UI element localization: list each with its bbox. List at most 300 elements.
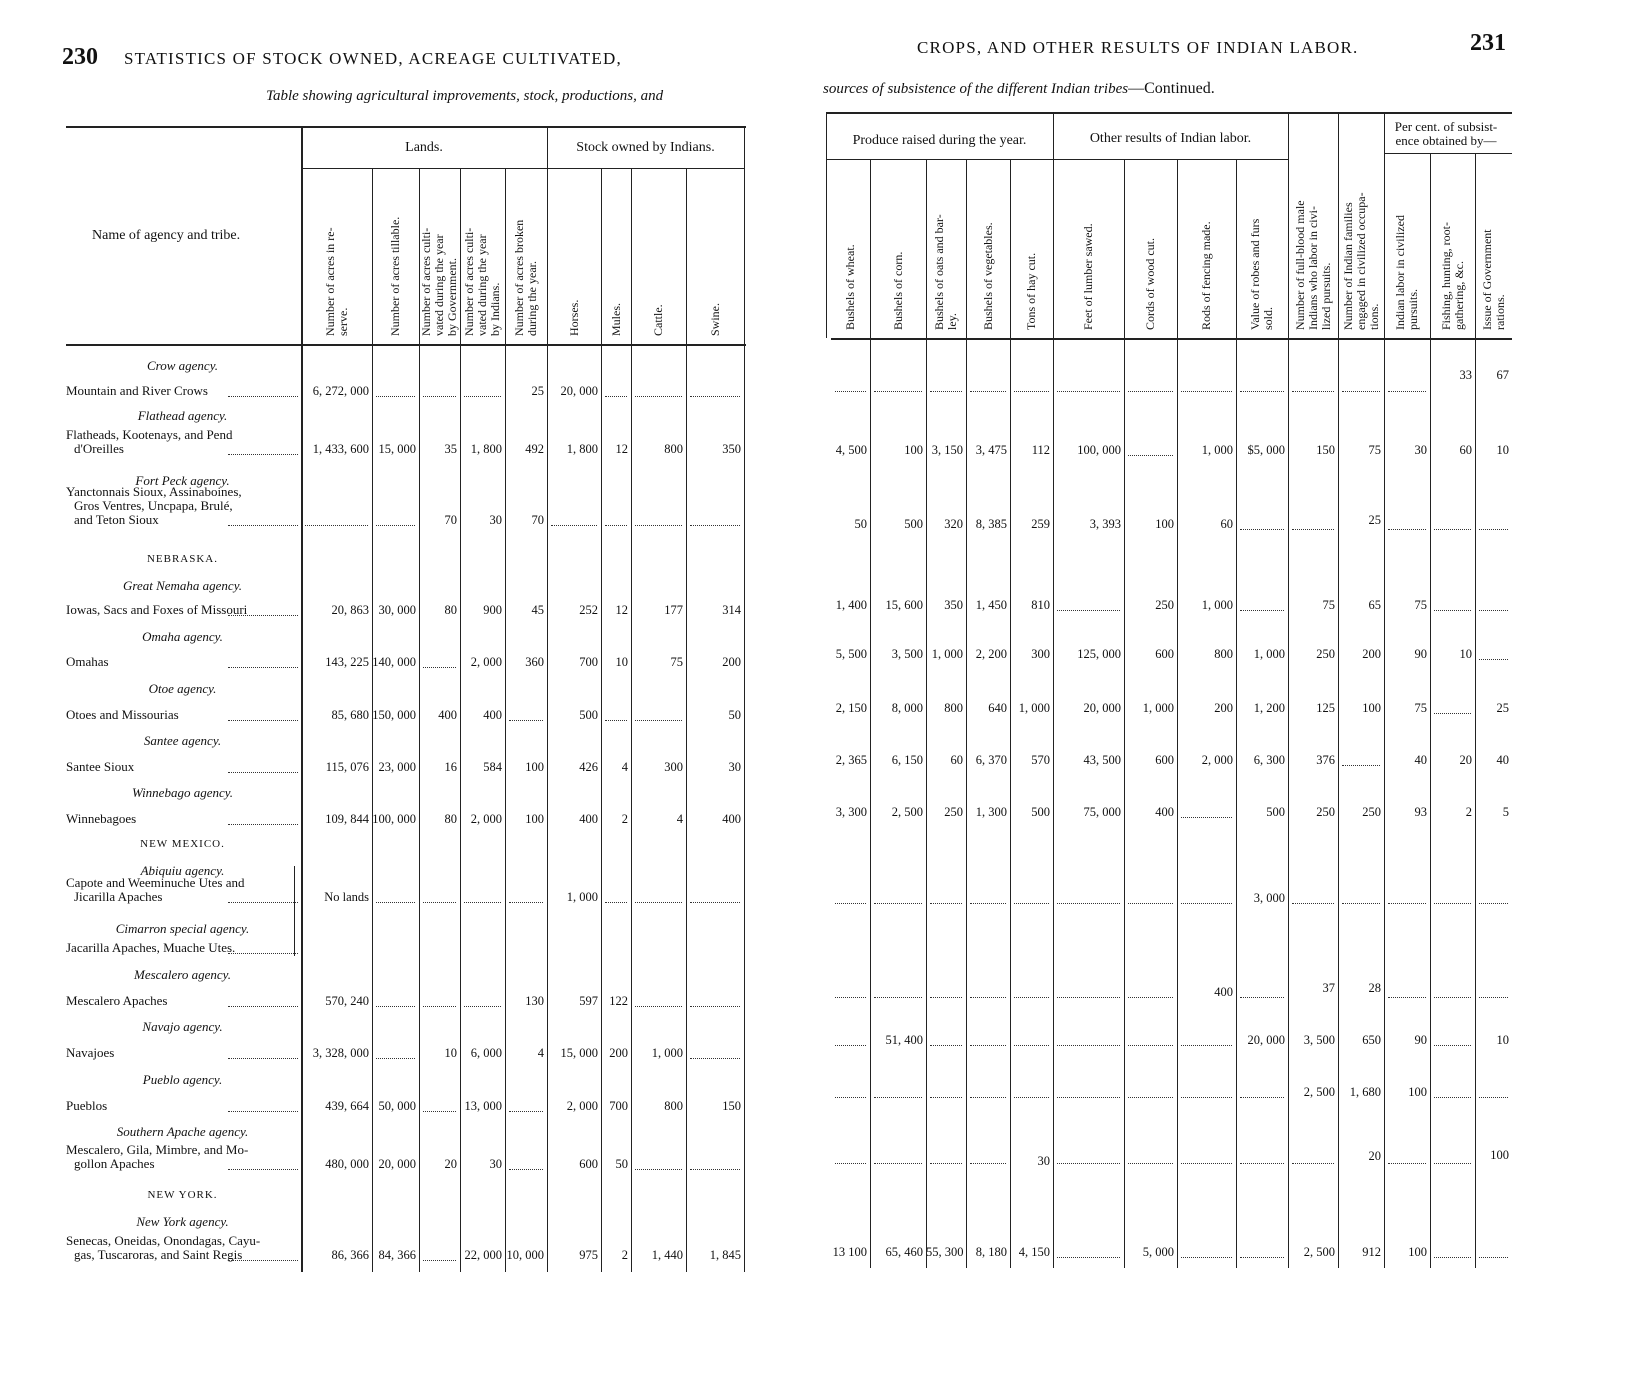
data-cell: 122 xyxy=(609,994,628,1008)
empty-cell xyxy=(1057,903,1120,904)
column-header-line: Cords of wood cut. xyxy=(1143,238,1157,330)
column-header-line: engaged in civilized occupa- xyxy=(1353,192,1368,330)
column-header-text-15 xyxy=(1082,223,1095,330)
data-cell: 177 xyxy=(664,603,683,617)
produce-group-header: Produce raised during the year. xyxy=(852,133,1027,148)
data-cell: 300 xyxy=(664,760,683,774)
data-cell: 2 xyxy=(621,812,628,826)
empty-cell xyxy=(874,1163,922,1164)
agency-label: Otoe agency. xyxy=(148,681,217,696)
empty-cell xyxy=(930,903,962,904)
agency-label: Flathead agency. xyxy=(137,408,228,423)
data-cell: 1, 800 xyxy=(566,442,598,456)
data-cell: 100 xyxy=(904,443,923,457)
tribe-leader xyxy=(228,720,298,721)
data-cell: 1, 400 xyxy=(835,598,867,612)
empty-cell xyxy=(970,1097,1006,1098)
data-cell: 125 xyxy=(1316,701,1335,715)
tribe-leader xyxy=(228,615,298,616)
data-cell: 4 xyxy=(621,760,628,774)
data-cell: 12 xyxy=(615,442,628,456)
column-header-text-18 xyxy=(1249,219,1275,330)
empty-cell xyxy=(509,1111,543,1112)
data-cell: 25 xyxy=(531,384,544,398)
data-cell: 252 xyxy=(579,603,598,617)
data-cell: No lands xyxy=(324,890,369,904)
percent-group-rule xyxy=(1384,153,1512,154)
data-cell: 60 xyxy=(1459,443,1472,457)
column-header-line: Feet of lumber sawed. xyxy=(1081,223,1095,330)
empty-cell xyxy=(1434,1097,1471,1098)
percent-group-header-2: ence obtained by— xyxy=(1395,133,1497,148)
data-cell: 3, 500 xyxy=(1303,1033,1335,1047)
data-cell: 28 xyxy=(1368,981,1381,995)
empty-cell xyxy=(605,720,627,721)
tribe-name-line: Jicarilla Apaches xyxy=(74,889,163,904)
empty-cell xyxy=(551,525,597,526)
other-group-header: Other results of Indian labor. xyxy=(1089,131,1252,146)
right-page-number: 231 xyxy=(1470,30,1506,56)
data-cell: 500 xyxy=(1266,805,1285,819)
tribe-leader xyxy=(228,1111,298,1112)
data-cell: 250 xyxy=(1155,598,1174,612)
data-cell: 35 xyxy=(444,442,457,456)
empty-cell xyxy=(1292,903,1334,904)
data-cell: 600 xyxy=(579,1157,598,1171)
agency-label: Southern Apache agency. xyxy=(116,1124,249,1139)
empty-cell xyxy=(1057,1045,1120,1046)
stock-group-header: Stock owned by Indians. xyxy=(576,140,715,155)
data-cell: 3, 328, 000 xyxy=(312,1046,369,1060)
tribe-leader xyxy=(228,525,298,526)
column-header-line: Indian labor in civilized xyxy=(1393,215,1407,330)
data-cell: 13 100 xyxy=(832,1245,867,1259)
empty-cell xyxy=(874,1097,922,1098)
agency-label: Santee agency. xyxy=(143,733,222,748)
column-header-text-9 xyxy=(709,303,722,336)
data-cell: 300 xyxy=(1031,647,1050,661)
empty-cell xyxy=(1014,1097,1049,1098)
column-header-text-6 xyxy=(568,300,581,336)
empty-cell xyxy=(423,1260,456,1261)
column-header-text-19 xyxy=(1294,200,1333,330)
data-cell: 3, 475 xyxy=(975,443,1007,457)
data-cell: 13, 000 xyxy=(464,1099,502,1113)
data-cell: 90 xyxy=(1414,1033,1427,1047)
column-header-line: Number of full-blood male xyxy=(1292,200,1307,330)
empty-cell xyxy=(635,902,682,903)
data-cell: 426 xyxy=(579,760,598,774)
empty-cell xyxy=(509,902,543,903)
data-cell: 2, 365 xyxy=(835,753,867,767)
empty-cell xyxy=(1057,997,1120,998)
column-header-text-4 xyxy=(463,228,502,336)
empty-cell xyxy=(690,1006,740,1007)
empty-cell xyxy=(1128,1163,1173,1164)
lands-group-rule xyxy=(301,168,547,169)
tribe-name-line: Omahas xyxy=(66,654,109,669)
data-cell: 200 xyxy=(1214,701,1233,715)
tribe-name-line: Yanctonnais Sioux, Assinaboines, xyxy=(66,484,242,499)
column-header-line: during the year. xyxy=(525,261,539,336)
data-cell: 75 xyxy=(1322,598,1335,612)
column-header-line: lized pursuits. xyxy=(1318,262,1333,330)
data-cell: 25 xyxy=(1496,701,1509,715)
data-cell: 400 xyxy=(438,708,457,722)
column-header-line: rations. xyxy=(1492,294,1507,330)
tribe-leader xyxy=(228,824,298,825)
empty-cell xyxy=(970,1163,1006,1164)
left-page-number: 230 xyxy=(62,44,98,70)
data-cell: 700 xyxy=(579,655,598,669)
empty-cell xyxy=(1181,1163,1232,1164)
tribe-name-line: Navajoes xyxy=(66,1045,115,1060)
tribe-name-line: Pueblos xyxy=(66,1098,108,1113)
tribe-leader xyxy=(228,902,298,903)
left-top-rule xyxy=(66,126,746,128)
empty-cell xyxy=(1479,529,1508,530)
data-cell: 600 xyxy=(1155,753,1174,767)
agency-label: Navajo agency. xyxy=(142,1019,223,1034)
data-cell: 15, 000 xyxy=(378,442,416,456)
empty-cell xyxy=(930,391,962,392)
data-cell: 40 xyxy=(1414,753,1427,767)
empty-cell xyxy=(509,1169,543,1170)
empty-cell xyxy=(1181,1045,1232,1046)
state-label: NEBRASKA. xyxy=(146,553,219,565)
data-cell: 400 xyxy=(1214,985,1233,999)
data-cell: 20 xyxy=(1368,1149,1381,1163)
empty-cell xyxy=(423,667,456,668)
data-cell: 1, 200 xyxy=(1253,701,1285,715)
column-header-text-8 xyxy=(652,304,665,336)
empty-cell xyxy=(1479,610,1508,611)
empty-cell xyxy=(835,1097,866,1098)
data-cell: 5, 500 xyxy=(835,647,867,661)
empty-cell xyxy=(1057,1097,1120,1098)
data-cell: 1, 300 xyxy=(975,805,1007,819)
empty-cell xyxy=(1434,610,1471,611)
right-page-subtitle xyxy=(823,80,1215,98)
tribe-leader xyxy=(228,1169,298,1170)
data-cell: 5, 000 xyxy=(1142,1245,1174,1259)
data-cell: 400 xyxy=(722,812,741,826)
tribe-name-line: Mescalero Apaches xyxy=(66,993,168,1008)
data-cell: 2, 500 xyxy=(891,805,923,819)
tribe-name-line: Capote and Weeminuche Utes and xyxy=(66,875,245,890)
tribe-name-line: d'Oreilles xyxy=(74,441,124,456)
tribe-name-line: Iowas, Sacs and Foxes of Missouri xyxy=(66,602,248,617)
data-cell: 1, 000 xyxy=(1018,701,1050,715)
data-cell: 2, 200 xyxy=(975,647,1007,661)
right-col-rule-12 xyxy=(1430,153,1431,1268)
agency-label: Crow agency. xyxy=(146,358,218,373)
empty-cell xyxy=(376,525,415,526)
data-cell: $5, 000 xyxy=(1247,443,1285,457)
empty-cell xyxy=(874,903,922,904)
empty-cell xyxy=(423,1006,456,1007)
data-cell: 250 xyxy=(1316,647,1335,661)
empty-cell xyxy=(1240,1163,1284,1164)
data-cell: 100 xyxy=(1490,1148,1509,1162)
left-col-rule-4 xyxy=(505,168,506,1272)
right-col-rule-5 xyxy=(1053,112,1054,1268)
agency-label: Fort Peck agency. xyxy=(135,473,230,488)
data-cell: 6, 370 xyxy=(975,753,1007,767)
empty-cell xyxy=(1434,1163,1471,1164)
column-header-line: Indians who labor in civi- xyxy=(1305,206,1320,330)
data-cell: 3, 300 xyxy=(835,805,867,819)
column-header-text-10 xyxy=(844,244,857,330)
data-cell: 150 xyxy=(722,1099,741,1113)
empty-cell xyxy=(376,1058,415,1059)
empty-cell xyxy=(1434,713,1471,714)
tribe-leader xyxy=(228,1006,298,1007)
data-cell: 45 xyxy=(531,603,544,617)
empty-cell xyxy=(1128,1097,1173,1098)
empty-cell xyxy=(605,525,627,526)
data-cell: 75 xyxy=(1368,443,1381,457)
data-cell: 400 xyxy=(1155,805,1174,819)
data-cell: 30, 000 xyxy=(378,603,416,617)
column-header-text-1 xyxy=(324,227,350,336)
other-group-rule xyxy=(1053,159,1288,160)
data-cell: 1, 845 xyxy=(709,1248,741,1262)
empty-cell xyxy=(464,902,501,903)
agency-label: Winnebago agency. xyxy=(131,785,234,800)
column-header-line: by Government. xyxy=(445,258,459,336)
empty-cell xyxy=(635,1169,682,1170)
empty-cell xyxy=(930,997,962,998)
data-cell: 60 xyxy=(1220,517,1233,531)
empty-cell xyxy=(930,1097,962,1098)
data-cell: 8, 385 xyxy=(975,517,1007,531)
data-cell: 1, 450 xyxy=(975,598,1007,612)
tribe-name-line: Senecas, Oneidas, Onondagas, Cayu- xyxy=(66,1233,261,1248)
data-cell: 640 xyxy=(988,701,1007,715)
column-header-line: ley. xyxy=(945,313,959,330)
data-cell: 1, 000 xyxy=(1142,701,1174,715)
empty-cell xyxy=(1479,903,1508,904)
empty-cell xyxy=(970,997,1006,998)
empty-cell xyxy=(1479,1257,1508,1258)
empty-cell xyxy=(690,525,740,526)
tribe-name-line: Santee Sioux xyxy=(66,759,135,774)
empty-cell xyxy=(690,1169,740,1170)
data-cell: 400 xyxy=(483,708,502,722)
data-cell: 100 xyxy=(525,760,544,774)
empty-cell xyxy=(970,1045,1006,1046)
column-header-line: Fishing, hunting, root- xyxy=(1438,221,1453,330)
data-cell: 20, 000 xyxy=(1247,1033,1285,1047)
agency-label: Cimarron special agency. xyxy=(115,921,250,936)
data-cell: 12 xyxy=(615,603,628,617)
data-cell: 810 xyxy=(1031,598,1050,612)
empty-cell xyxy=(1388,997,1426,998)
data-cell: 80 xyxy=(444,812,457,826)
column-header-line: Number of acres in re- xyxy=(322,227,337,336)
empty-cell xyxy=(1181,391,1232,392)
data-cell: 30 xyxy=(489,513,502,527)
data-cell: 2, 150 xyxy=(835,701,867,715)
empty-cell xyxy=(835,391,866,392)
data-cell: 4 xyxy=(537,1046,544,1060)
agency-label: Pueblo agency. xyxy=(142,1072,223,1087)
data-cell: 23, 000 xyxy=(378,760,416,774)
empty-cell xyxy=(1128,903,1173,904)
data-cell: 75, 000 xyxy=(1083,805,1121,819)
empty-cell xyxy=(1434,1257,1471,1258)
data-cell: 439, 664 xyxy=(325,1099,369,1113)
data-cell: 584 xyxy=(483,760,502,774)
empty-cell xyxy=(1388,903,1426,904)
empty-cell xyxy=(1342,765,1380,766)
data-cell: 16 xyxy=(444,760,457,774)
column-header-line: Bushels of oats and bar- xyxy=(932,214,946,330)
column-header-line: Value of robes and furs xyxy=(1248,218,1262,330)
data-cell: 259 xyxy=(1031,517,1050,531)
empty-cell xyxy=(509,720,543,721)
data-cell: 1, 000 xyxy=(1253,647,1285,661)
agency-label: Abiquiu agency. xyxy=(140,863,225,878)
data-cell: 800 xyxy=(1214,647,1233,661)
tribe-leader xyxy=(228,454,298,455)
empty-cell xyxy=(690,902,740,903)
agency-label: Great Nemaha agency. xyxy=(122,578,243,593)
data-cell: 597 xyxy=(579,994,598,1008)
empty-cell xyxy=(1240,997,1284,998)
data-cell: 6, 272, 000 xyxy=(312,384,369,398)
data-cell: 320 xyxy=(944,517,963,531)
agency-label: New York agency. xyxy=(136,1214,229,1229)
data-cell: 100, 000 xyxy=(1077,443,1121,457)
empty-cell xyxy=(1128,455,1173,456)
name-column-header: Name of agency and tribe. xyxy=(92,228,241,243)
empty-cell xyxy=(1240,529,1284,530)
column-header-line: serve. xyxy=(335,307,350,336)
data-cell: 140, 000 xyxy=(372,655,416,669)
empty-cell xyxy=(1292,1163,1334,1164)
tribe-name-line: Mountain and River Crows xyxy=(66,383,208,398)
data-cell: 86, 366 xyxy=(331,1248,369,1262)
data-cell: 800 xyxy=(664,1099,683,1113)
column-header-line: by Indians. xyxy=(488,282,502,336)
data-cell: 800 xyxy=(664,442,683,456)
data-cell: 67 xyxy=(1496,368,1509,382)
column-header-line: Number of acres culti- xyxy=(462,227,476,336)
data-cell: 43, 500 xyxy=(1083,753,1121,767)
data-cell: 10 xyxy=(615,655,628,669)
data-cell: 500 xyxy=(1031,805,1050,819)
data-cell: 3, 150 xyxy=(931,443,963,457)
data-cell: 1, 440 xyxy=(651,1248,683,1262)
data-cell: 8, 180 xyxy=(975,1245,1007,1259)
empty-cell xyxy=(1181,903,1232,904)
column-header-text-12 xyxy=(933,214,959,330)
data-cell: 10 xyxy=(1496,1033,1509,1047)
empty-cell xyxy=(1057,610,1120,611)
data-cell: 1, 000 xyxy=(566,890,598,904)
produce-group-rule xyxy=(826,159,1053,160)
data-cell: 3, 000 xyxy=(1253,891,1285,905)
data-cell: 2, 000 xyxy=(470,655,502,669)
data-cell: 10 xyxy=(1459,647,1472,661)
right-page-header: CROPS, AND OTHER RESULTS OF INDIAN LABOR. xyxy=(917,38,1359,57)
data-cell: 93 xyxy=(1414,805,1427,819)
tribe-name-line: gas, Tuscaroras, and Saint Regis xyxy=(74,1247,243,1262)
column-header-line: Bushels of wheat. xyxy=(843,244,857,330)
empty-cell xyxy=(1014,997,1049,998)
empty-cell xyxy=(1014,1045,1049,1046)
empty-cell xyxy=(635,396,682,397)
empty-cell xyxy=(874,391,922,392)
empty-cell xyxy=(690,1058,740,1059)
column-header-line: Rods of fencing made. xyxy=(1199,221,1213,330)
tribe-name-line: Flatheads, Kootenays, and Pend xyxy=(66,427,233,442)
data-cell: 30 xyxy=(728,760,741,774)
empty-cell xyxy=(423,396,456,397)
tribe-name-line: Gros Ventres, Uncpapa, Brulé, xyxy=(74,498,233,513)
column-header-text-17 xyxy=(1200,221,1213,330)
empty-cell xyxy=(464,1006,501,1007)
column-header-line: Horses. xyxy=(566,299,581,336)
column-header-line: vated during the year xyxy=(475,234,489,336)
data-cell: 650 xyxy=(1362,1033,1381,1047)
column-header-line: Number of Indian families xyxy=(1340,202,1355,330)
data-cell: 4 xyxy=(676,812,683,826)
data-cell: 100 xyxy=(525,812,544,826)
data-cell: 1, 800 xyxy=(470,442,502,456)
column-header-line: Bushels of vegetables. xyxy=(980,222,995,330)
data-cell: 100 xyxy=(1362,701,1381,715)
empty-cell xyxy=(1240,610,1284,611)
column-header-text-20 xyxy=(1342,192,1381,330)
column-header-text-7 xyxy=(610,303,623,336)
empty-cell xyxy=(835,1045,866,1046)
empty-cell xyxy=(1240,391,1284,392)
empty-cell xyxy=(690,396,740,397)
data-cell: 800 xyxy=(944,701,963,715)
data-cell: 250 xyxy=(944,805,963,819)
column-header-line: Number of acres broken xyxy=(512,219,526,336)
data-cell: 500 xyxy=(579,708,598,722)
data-cell: 10, 000 xyxy=(506,1248,544,1262)
column-header-line: Number of acres tillable. xyxy=(388,216,402,336)
column-header-text-23 xyxy=(1481,229,1507,330)
empty-cell xyxy=(1479,997,1508,998)
data-cell: 115, 076 xyxy=(325,760,369,774)
empty-cell xyxy=(1128,1045,1173,1046)
data-cell: 100 xyxy=(1155,517,1174,531)
empty-cell xyxy=(305,525,368,526)
percent-group-header-1: Per cent. of subsist- xyxy=(1394,119,1498,134)
empty-cell xyxy=(1128,997,1173,998)
data-cell: 75 xyxy=(1414,598,1427,612)
data-cell: 500 xyxy=(904,517,923,531)
subtitle-main: sources of subsistence of the different Indian tribes xyxy=(823,81,1129,97)
data-cell: 15, 600 xyxy=(885,598,923,612)
data-cell: 480, 000 xyxy=(325,1157,369,1171)
state-label: NEW YORK. xyxy=(147,1189,218,1201)
data-cell: 80 xyxy=(444,603,457,617)
data-cell: 125, 000 xyxy=(1077,647,1121,661)
data-cell: 40 xyxy=(1496,753,1509,767)
data-cell: 130 xyxy=(525,994,544,1008)
empty-cell xyxy=(1342,391,1380,392)
data-cell: 20, 863 xyxy=(331,603,369,617)
empty-cell xyxy=(1181,817,1232,818)
empty-cell xyxy=(835,1163,866,1164)
